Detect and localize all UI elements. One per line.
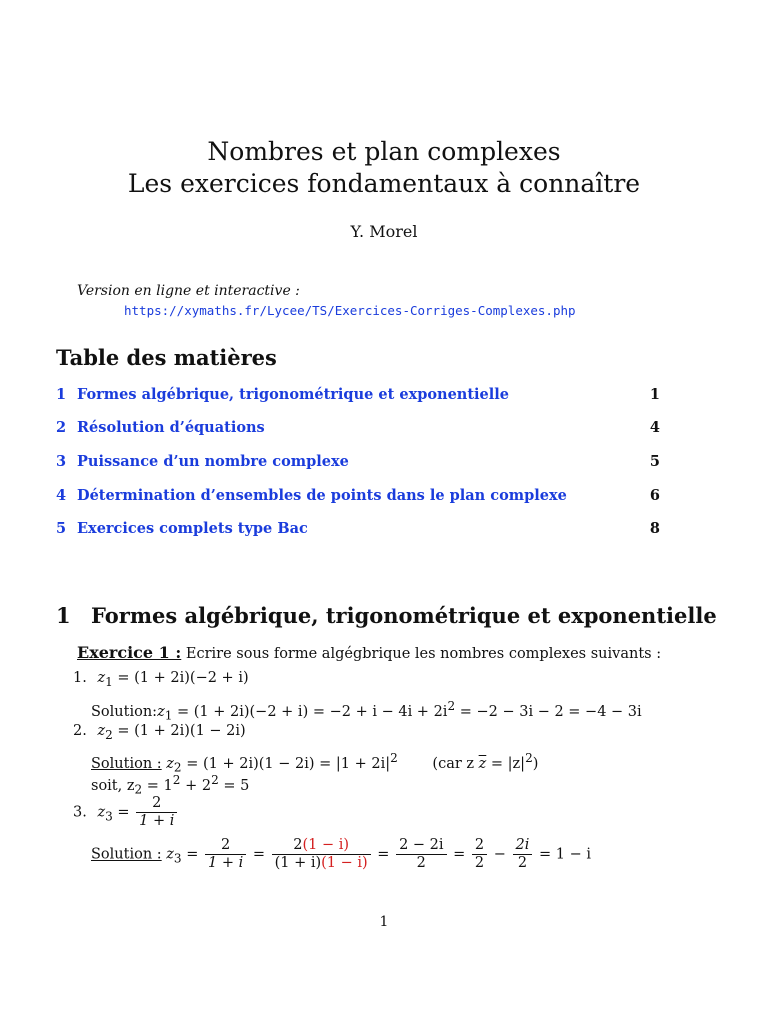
- fraction-denominator: 2: [472, 854, 487, 872]
- toc-item-label: Puissance d’un nombre complexe: [77, 453, 349, 470]
- author: Y. Morel: [350, 222, 418, 241]
- solution-label: Solution:: [91, 703, 158, 720]
- fraction: [272, 837, 371, 872]
- fraction: [136, 795, 177, 830]
- math-equals: =: [252, 846, 265, 863]
- exercise-statement: Ecrire sous forme algégbrique les nombres complexes suivants :: [185, 646, 662, 662]
- fraction-denominator: [272, 854, 371, 872]
- math-minus: −: [493, 846, 506, 863]
- math-subscript: 2: [134, 782, 143, 797]
- math-superscript: 2: [172, 773, 181, 787]
- item2-soit-tail: = 1: [146, 777, 173, 794]
- toc-item-page: 8: [649, 520, 660, 537]
- toc-item-number: 2: [56, 419, 67, 436]
- page-number: 1: [379, 914, 389, 930]
- math-var: z: [166, 846, 174, 863]
- fraction: [205, 837, 246, 872]
- math-subscript: 2: [173, 760, 182, 775]
- fraction-denominator: 1 + i: [136, 812, 177, 830]
- online-version-label: Version en ligne et interactive :: [77, 283, 300, 299]
- math-subscript: 3: [105, 809, 113, 824]
- item1-expression: = (1 + 2i)(−2 + i): [117, 670, 249, 686]
- math-var: z: [97, 723, 106, 739]
- solution-label: Solution :: [91, 755, 162, 772]
- math-equals: =: [117, 804, 130, 821]
- toc-item[interactable]: [56, 520, 660, 540]
- section-heading: [56, 603, 717, 628]
- toc-item-page: 5: [649, 453, 660, 470]
- toc-item[interactable]: [56, 453, 660, 473]
- item-number: 1.: [73, 670, 87, 686]
- item-number: 3.: [73, 804, 87, 821]
- item2-remark: (car z: [432, 755, 475, 772]
- math-superscript: 2: [447, 699, 456, 713]
- fraction: [396, 837, 446, 872]
- toc-item-label: Formes algébrique, trigonométrique et exponentielle: [77, 386, 510, 403]
- toc-title: Table des matières: [56, 345, 277, 370]
- item2-solution: [91, 751, 538, 775]
- item-number: 2.: [73, 723, 87, 739]
- item2-solution-line2: [91, 773, 249, 797]
- item2-definition: [73, 723, 246, 742]
- toc-item-label: Exercices complets type Bac: [77, 520, 308, 537]
- toc-item[interactable]: [56, 487, 660, 507]
- fraction-numerator: 2 − 2i: [399, 837, 444, 853]
- toc-item-page: 4: [649, 419, 660, 436]
- toc-item-number: 3: [56, 453, 67, 470]
- fraction-denominator: 2: [396, 854, 446, 872]
- item1-definition: [73, 670, 249, 689]
- fraction-numerator: [272, 837, 371, 854]
- fraction: [472, 837, 487, 872]
- math-subscript: 1: [164, 708, 173, 723]
- toc-item-number: 5: [56, 520, 67, 537]
- math-var-conjugate: $\overline{z}$: [478, 755, 487, 772]
- fraction-numerator: 2: [474, 837, 485, 853]
- math-superscript: 2: [211, 773, 219, 787]
- math-var: z: [157, 703, 165, 720]
- document-title-line2: Les exercices fondamentaux à connaître: [127, 169, 641, 198]
- toc-item[interactable]: [56, 419, 660, 439]
- item2-remark-tail: = |z|: [490, 755, 526, 772]
- item3-result: = 1 − i: [539, 846, 591, 863]
- fraction: [513, 837, 533, 872]
- math-var: z: [166, 755, 174, 772]
- fraction-denominator: 1 + i: [205, 854, 246, 872]
- item2-soit-tail2: + 2: [185, 777, 212, 794]
- fraction-numerator: 2: [152, 795, 162, 811]
- math-subscript: 1: [105, 674, 113, 689]
- item2-solution-expression: = (1 + 2i)(1 − 2i) = |1 + 2i|: [186, 755, 391, 772]
- exercise-intro: [77, 643, 661, 662]
- math-paren: ): [532, 755, 539, 772]
- math-superscript: 2: [525, 751, 533, 765]
- item1-solution: [91, 699, 642, 723]
- toc-item[interactable]: [56, 386, 660, 406]
- math-equals: =: [453, 846, 466, 863]
- toc-item-page: 6: [649, 487, 660, 504]
- math-subscript: 3: [173, 851, 182, 866]
- toc-item-number: 1: [56, 386, 67, 403]
- math-term: (1 + i): [274, 855, 322, 871]
- exercise-label: Exercice 1 :: [77, 643, 182, 662]
- math-superscript: 2: [390, 751, 398, 765]
- toc-item-number: 4: [56, 487, 67, 504]
- item2-expression: = (1 + 2i)(1 − 2i): [117, 723, 246, 739]
- item1-solution-result: = −2 − 3i − 2 = −4 − 3i: [459, 703, 642, 720]
- item2-soit: soit, z: [91, 777, 135, 794]
- document-title-line1: Nombres et plan complexes: [207, 137, 561, 166]
- item2-soit-result: = 5: [223, 777, 250, 794]
- fraction-numerator: 2i: [515, 837, 530, 853]
- solution-label: Solution :: [91, 846, 162, 863]
- section-number: 1: [56, 603, 71, 628]
- math-equals: =: [186, 846, 199, 863]
- math-term-highlight: (1 − i): [321, 855, 368, 871]
- toc-item-page: 1: [649, 386, 660, 403]
- toc-item-label: Résolution d’équations: [77, 419, 265, 436]
- item1-solution-expression: = (1 + 2i)(−2 + i) = −2 + i − 4i + 2i: [177, 703, 448, 720]
- math-var: z: [97, 804, 106, 821]
- math-var: z: [97, 670, 106, 686]
- section-title: Formes algébrique, trigonométrique et exponentielle: [91, 603, 717, 628]
- math-term-highlight: (1 − i): [302, 837, 350, 853]
- fraction-denominator: 2: [513, 854, 533, 872]
- math-term: 2: [293, 837, 303, 853]
- math-equals: =: [377, 846, 390, 863]
- item3-solution: [91, 837, 591, 872]
- fraction-numerator: 2: [220, 837, 231, 853]
- toc-item-label: Détermination d’ensembles de points dans le plan complexe: [77, 487, 567, 504]
- online-version-link[interactable]: https://xymaths.fr/Lycee/TS/Exercices-Corriges-Complexes.php: [124, 303, 576, 318]
- item3-definition: [73, 795, 179, 830]
- math-subscript: 2: [105, 727, 113, 742]
